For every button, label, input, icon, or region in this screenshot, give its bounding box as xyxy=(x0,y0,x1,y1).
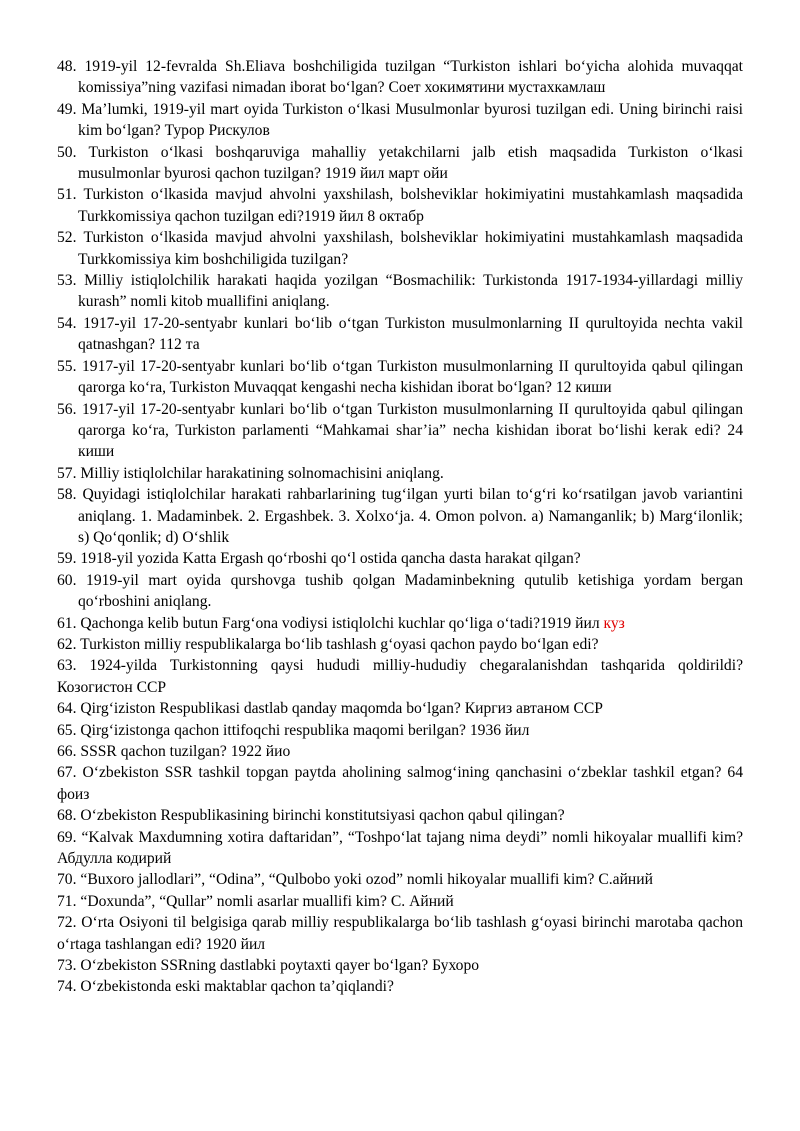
question-number: 53. xyxy=(57,272,77,290)
question-text: 1918-yil yozida Katta Ergash qo‘rboshi qo‘l ostida qancha dasta harakat qilgan? xyxy=(80,550,581,568)
question-text: 1917-yil 17-20-sentyabr kunlari bo‘lib o‘tgan Turkiston musulmonlarning II qurultoyida nechta vakil qatnashgan? xyxy=(78,314,743,354)
question-69 xyxy=(57,827,743,870)
question-57 xyxy=(57,463,743,484)
question-66 xyxy=(57,741,743,762)
question-50 xyxy=(57,142,743,185)
question-62 xyxy=(57,634,743,655)
answer-text: 1919 йил март ойи xyxy=(324,165,448,183)
question-73 xyxy=(57,955,743,976)
question-text: O‘zbekiston SSRning dastlabki poytaxti qayer bo‘lgan? xyxy=(80,957,429,975)
question-52 xyxy=(57,227,743,270)
question-number: 71. xyxy=(57,892,77,910)
question-text: Quyidagi istiqlolchilar harakati rahbarlarining tug‘ilgan yurti bilan to‘g‘ri ko‘rsatilgan javob variantini aniqlang. 1. Madaminbek. 2. Ergashbek. 3. Xolxo‘ja. 4. Omon polvon. a) Namanganlik; b) Marg‘ilonlik; s) Qo‘qonlik; d) O‘shlik xyxy=(78,486,743,546)
question-text: Qirg‘iziston Respublikasi dastlab qanday maqomda bo‘lgan? xyxy=(80,700,461,718)
answer-text: 1920 йил xyxy=(205,935,266,953)
question-number: 50. xyxy=(57,143,77,161)
question-48 xyxy=(57,56,743,99)
question-63 xyxy=(57,655,743,698)
question-text: Milliy istiqlolchilik harakati haqida yozilgan “Bosmachilik: Turkistonda 1917-1934-yillardagi milliy kurash” nomli kitob muallifini aniqlang. xyxy=(78,272,744,311)
question-number: 69. xyxy=(57,828,77,846)
question-number: 61. xyxy=(57,614,77,632)
question-70 xyxy=(57,869,743,890)
question-number: 56. xyxy=(57,400,77,418)
question-60 xyxy=(57,570,743,613)
answer-text: Бухоро xyxy=(432,957,480,975)
question-text: 1917-yil 17-20-sentyabr kunlari bo‘lib o‘tgan Turkiston musulmonlarning II qurultoyida qabul qilingan qarorga ko‘ra, Turkiston parlamenti “Mahkamai shar’ia” necha kishidan iborat bo‘lishi kerak edi? xyxy=(78,400,743,439)
question-number: 62. xyxy=(57,635,77,653)
answer-text: 112 та xyxy=(158,336,200,354)
question-text: Turkiston milliy respublikalarga bo‘lib tashlash g‘oyasi qachon paydo bo‘lgan edi? xyxy=(80,635,599,653)
question-text: “Doxunda”, “Qullar” nomli asarlar muallifi kim? xyxy=(80,892,387,910)
question-text: 1924-yilda Turkistonning qaysi hududi milliy-hududiy chegaralanishdan tashqarida qoldirildi? xyxy=(89,657,743,675)
question-text: 1919-yil 12-fevralda Sh.Eliava boshchiligida tuzilgan “Turkiston ishlari bo‘yicha alohida muvaqqat komissiya”ning vazifasi nimadan iborat bo‘lgan? xyxy=(78,58,743,97)
question-number: 70. xyxy=(57,871,77,889)
question-74 xyxy=(57,976,743,997)
question-58 xyxy=(57,484,743,548)
question-55 xyxy=(57,356,743,399)
question-51 xyxy=(57,184,743,227)
question-53 xyxy=(57,270,743,313)
question-number: 55. xyxy=(57,357,77,375)
question-text: SSSR qachon tuzilgan? xyxy=(80,743,227,760)
question-number: 66. xyxy=(57,743,77,760)
answer-highlight: куз xyxy=(603,614,625,632)
question-text: O‘zbekiston Respublikasining birinchi konstitutsiyasi qachon qabul qilingan? xyxy=(80,807,565,825)
question-number: 58. xyxy=(57,486,77,504)
question-text: Turkiston o‘lkasi boshqaruviga mahalliy yetakchilarni jalb etish maqsadida Turkiston o‘lkasi musulmonlar byurosi qachon tuzilgan? xyxy=(78,143,743,183)
answer-text: 24 киши xyxy=(78,421,744,461)
answer-text: Абдулла кодирий xyxy=(57,850,172,868)
answer-text: йил 8 октабр xyxy=(339,207,424,225)
question-text: Turkiston o‘lkasida mavjud ahvolni yaxshilash, bolsheviklar hokimiyatini mustahkamlash maqsadida Turkkomissiya kim boshchiligida tuzilgan? xyxy=(78,229,743,268)
question-49 xyxy=(57,99,743,142)
question-64 xyxy=(57,698,743,719)
question-number: 67. xyxy=(57,764,77,782)
question-text: 1919-yil mart oyida qurshovga tushib qolgan Madaminbekning qutulib ketishiga yordam bergan qo‘rboshini aniqlang. xyxy=(78,571,743,611)
question-text: Ma’lumki, 1919-yil mart oyida Turkiston o‘lkasi Musulmonlar byurosi tuzilgan edi. Uning birinchi raisi kim bo‘lgan? xyxy=(78,100,744,140)
answer-text: Киргиз автаном ССР xyxy=(464,700,603,718)
answer-text: йил xyxy=(575,614,600,632)
question-text: “Buxoro jallodlari”, “Odina”, “Qulbobo yoki ozod” nomli hikoyalar muallifi kim? xyxy=(80,871,595,889)
question-number: 74. xyxy=(57,978,77,996)
question-number: 63. xyxy=(57,657,77,675)
question-number: 49. xyxy=(57,100,77,118)
question-number: 72. xyxy=(57,914,77,932)
answer-text: Турор Рискулов xyxy=(164,122,270,140)
question-number: 73. xyxy=(57,957,77,975)
question-text: “Kalvak Maxdumning xotira daftaridan”, “Toshpo‘lat tajang nima deydi” nomli hikoyalar muallifi kim? xyxy=(81,828,744,846)
question-54 xyxy=(57,313,743,356)
question-text: Milliy istiqlolchilar harakatining solnomachisini aniqlang. xyxy=(80,464,444,482)
question-72 xyxy=(57,912,743,955)
question-number: 52. xyxy=(57,229,77,247)
answer-text: С. Айний xyxy=(390,892,454,910)
answer-text: 12 киши xyxy=(555,379,612,397)
question-65 xyxy=(57,720,743,741)
question-text: 1917-yil 17-20-sentyabr kunlari bo‘lib o‘tgan Turkiston musulmonlarning II qurultoyida qabul qilingan qarorga ko‘ra, Turkiston Muvaqqat kengashi necha kishidan iborat bo‘lgan? xyxy=(78,357,743,397)
question-text: O‘zbekiston SSR tashkil topgan paytda aholining salmog‘ining qanchasini o‘zbeklar tashkil etgan? xyxy=(82,764,722,782)
question-number: 64. xyxy=(57,700,77,718)
answer-text: С.айний xyxy=(598,871,653,889)
question-56 xyxy=(57,399,743,463)
question-71 xyxy=(57,891,743,912)
answer-text: 64 фоиз xyxy=(57,764,743,803)
question-number: 51. xyxy=(57,186,77,204)
question-number: 57. xyxy=(57,464,77,482)
question-number: 59. xyxy=(57,550,77,568)
question-number: 65. xyxy=(57,721,77,739)
answer-text: Соет хокимятини мустахкамлаш xyxy=(388,79,606,97)
question-text: O‘zbekistonda eski maktablar qachon ta’qiqlandi? xyxy=(80,978,394,996)
question-text: Turkiston o‘lkasida mavjud ahvolni yaxshilash, bolsheviklar hokimiyatini mustahkamlash maqsadida Turkkomissiya qachon tuzilgan edi?1919 xyxy=(78,186,743,225)
question-text: Qachonga kelib butun Farg‘ona vodiysi istiqlolchi kuchlar qo‘liga o‘tadi?1919 xyxy=(80,614,572,632)
question-61 xyxy=(57,613,743,634)
question-number: 68. xyxy=(57,807,77,825)
answer-text: 1936 йил xyxy=(469,721,530,739)
question-number: 60. xyxy=(57,571,77,589)
question-67 xyxy=(57,762,743,805)
question-number: 54. xyxy=(57,314,77,332)
question-68 xyxy=(57,805,743,826)
question-number: 48. xyxy=(57,58,77,75)
question-text: O‘rta Osiyoni til belgisiga qarab milliy respublikalarga bo‘lib tashlash g‘oyasi birinchi marotaba qachon o‘rtaga tashlangan edi? xyxy=(57,914,743,953)
answer-text: Козогистон ССР xyxy=(57,678,167,696)
question-59 xyxy=(57,548,743,569)
answer-text: 1922 йио xyxy=(230,743,291,760)
question-text: Qirg‘izistonga qachon ittifoqchi respublika maqomi berilgan? xyxy=(80,721,466,739)
